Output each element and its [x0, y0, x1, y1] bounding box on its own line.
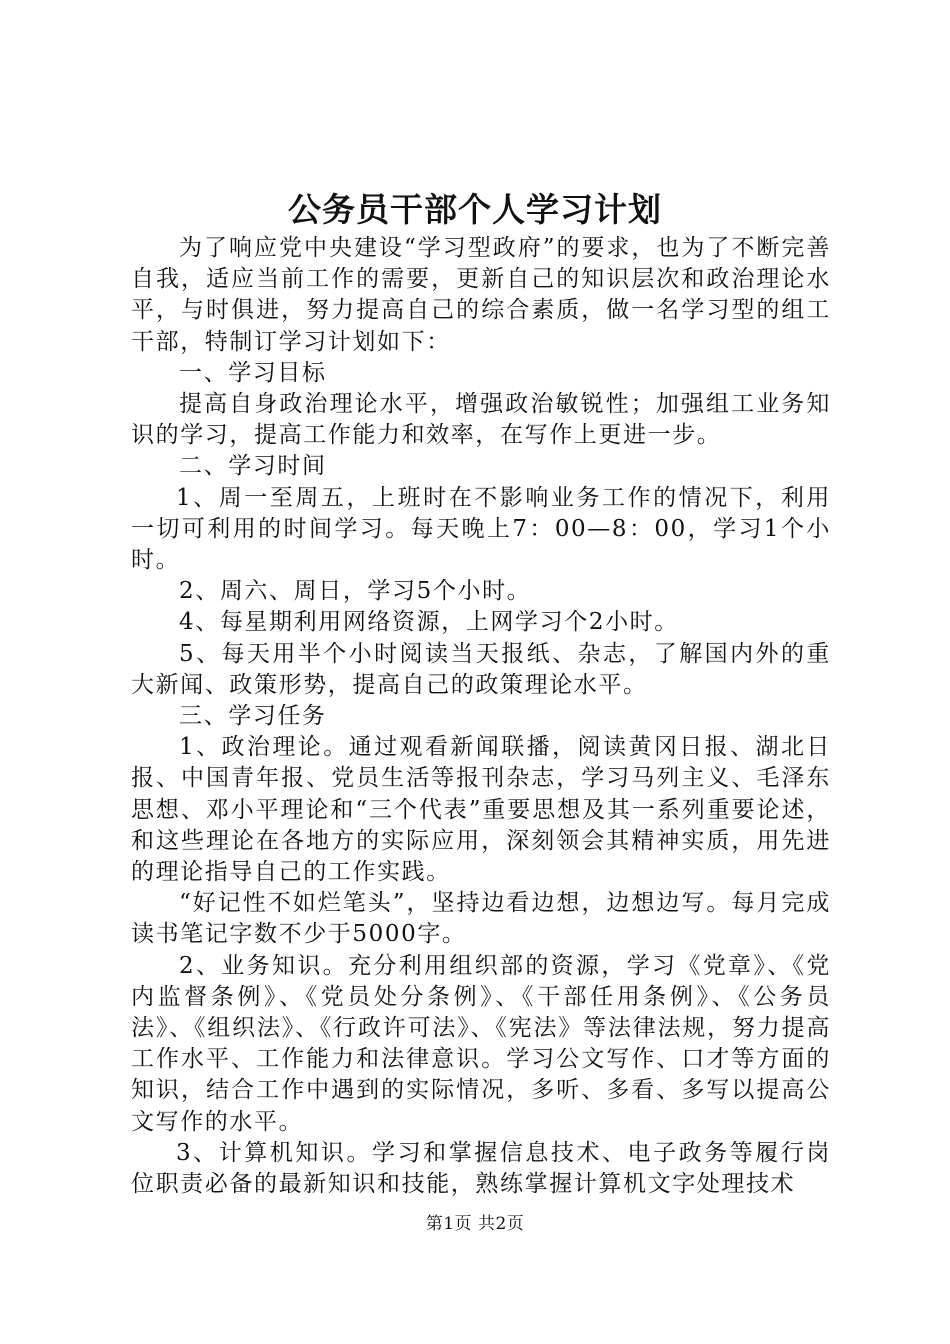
paragraph-task-politics: 1、政治理论。通过观看新闻联播，阅读黄冈日报、湖北日报、中国青年报、党员生活等报刊杂志，学习马列主义、毛泽东思想、邓小平理论和“三个代表”重要思想及其一系列重要论述，和这些理论在各地方的实际应用，深刻领会其精神实质，用先进的理论指导自己的工作实践。 — [131, 734, 831, 886]
paragraph-time-5: 5、每天用半个小时阅读当天报纸、杂志，了解国内外的重大新闻、政策形势，提高自己的政策理论水平。 — [131, 640, 831, 698]
document-body — [131, 233, 831, 1200]
paragraph-intro: 为了响应党中央建设“学习型政府”的要求，也为了不断完善自我，适应当前工作的需要，更新自己的知识层次和政治理论水平，与时俱进，努力提高自己的综合素质，做一名学习型的组工干部，特制订学习计划如下： — [131, 235, 831, 355]
paragraph-time-2: 2、周六、周日，学习5个小时。 — [179, 578, 532, 605]
paragraph-time-1: 1、周一至周五，上班时在不影响业务工作的情况下，利用一切可利用的时间学习。每天晚上7：00—8：00，学习1个小时。 — [131, 484, 831, 574]
paragraph-time-4: 4、每星期利用网络资源，上网学习个2小时。 — [179, 609, 679, 636]
paragraph-task-computer: 3、计算机知识。学习和掌握信息技术、电子政务等履行岗位职责必备的最新知识和技能，熟练掌握计算机文字处理技术 — [131, 1139, 831, 1198]
section-heading-time: 二、学习时间 — [179, 453, 327, 480]
document-title: 公务员干部个人学习计划 — [288, 190, 662, 229]
section-heading-tasks: 三、学习任务 — [179, 703, 327, 730]
paragraph-goals: 提高自身政治理论水平，增强政治敏锐性；加强组工业务知识的学习，提高工作能力和效率，在写作上更进一步。 — [131, 391, 831, 449]
paragraph-task-business: 2、业务知识。充分利用组织部的资源，学习《党章》、《党内监督条例》、《党员处分条例》、《干部任用条例》、《公务员法》、《组织法》、《行政许可法》、《宪法》等法律法规，努力提高工作水平、工作能力和法律意识。学习公文写作、口才等方面的知识，结合工作中遇到的实际情况，多听、多看、多写以提高公文写作的水平。 — [131, 952, 831, 1135]
section-heading-goals: 一、学习目标 — [179, 359, 327, 386]
paragraph-task-notes: “好记性不如烂笔头”，坚持边看边想，边想边写。每月完成读书笔记字数不少于5000字。 — [131, 890, 831, 948]
page-footer: 第1页 共2页 — [425, 1214, 525, 1234]
